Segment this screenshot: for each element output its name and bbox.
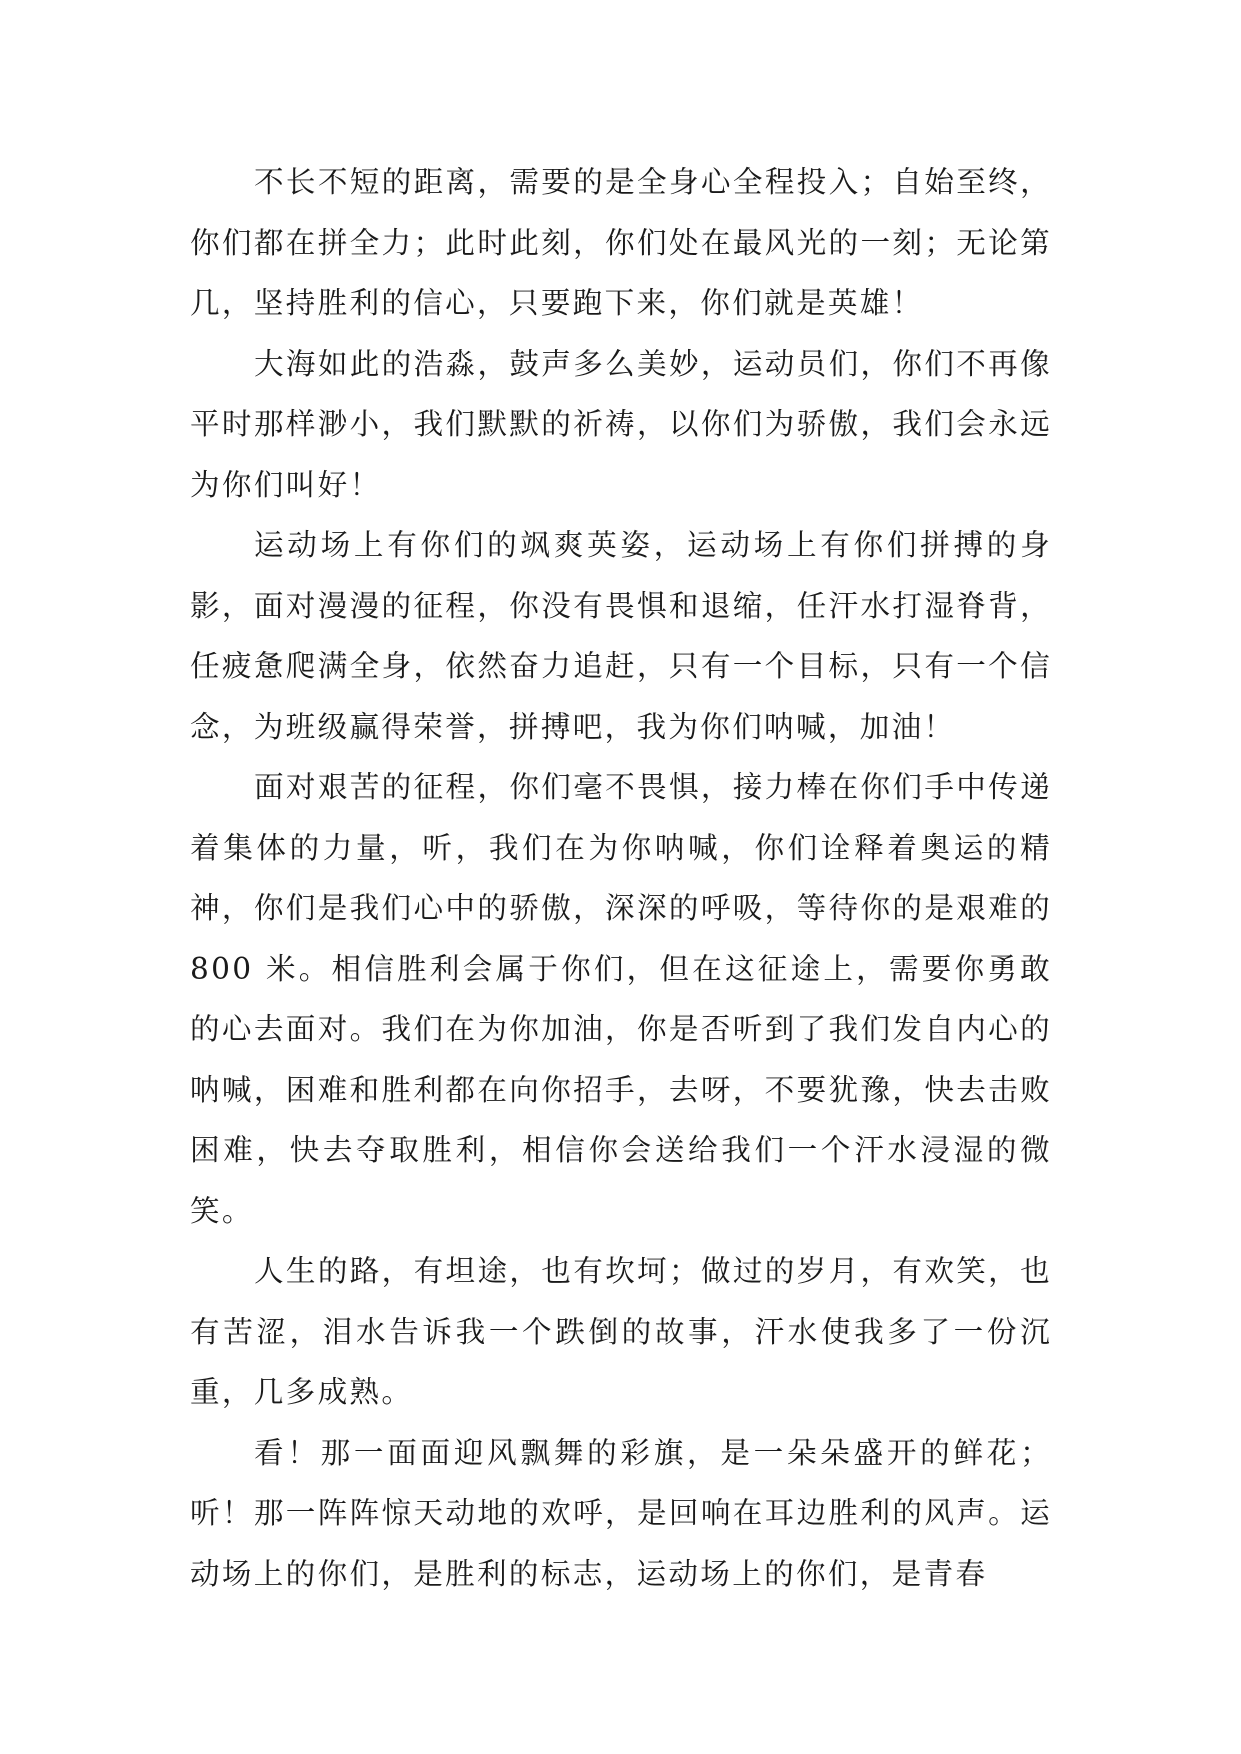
paragraph-3: 运动场上有你们的飒爽英姿，运动场上有你们拼搏的身影，面对漫漫的征程，你没有畏惧和退缩，任汗水打湿脊背，任疲惫爬满全身，依然奋力追赶，只有一个目标，只有一个信念，为班级赢得荣誉，拼搏吧，我为你们呐喊，加油！ [190,528,1052,744]
paragraph-2: 大海如此的浩淼，鼓声多么美妙，运动员们，你们不再像平时那样渺小，我们默默的祈祷，以你们为骄傲，我们会永远为你们叫好！ [190,346,1052,502]
paragraph-1: 不长不短的距离，需要的是全身心全程投入；自始至终，你们都在拼全力；此时此刻，你们处在最风光的一刻；无论第几，坚持胜利的信心，只要跑下来，你们就是英雄！ [190,165,1052,320]
paragraph-5: 人生的路，有坦途，也有坎坷；做过的岁月，有欢笑，也有苦涩，泪水告诉我一个跌倒的故事，汗水使我多了一份沉重，几多成熟。 [190,1254,1052,1409]
body-text [190,152,1052,1604]
paragraph-6: 看！那一面面迎风飘舞的彩旗，是一朵朵盛开的鲜花；听！那一阵阵惊天动地的欢呼，是回响在耳边胜利的风声。运动场上的你们，是胜利的标志，运动场上的你们，是青春 [190,1435,1052,1591]
paragraph-4: 面对艰苦的征程，你们毫不畏惧，接力棒在你们手中传递着集体的力量，听，我们在为你呐喊，你们诠释着奥运的精神，你们是我们心中的骄傲，深深的呼吸，等待你的是艰难的 800 米。相信胜利会属于你们，但在这征途上，需要你勇敢的心去面对。我们在为你加油，你是否听到了我们发自内心的呐喊，困难和胜利都在向你招手，去呀，不要犹豫，快去击败困难，快去夺取胜利，相信你会送给我们一个汗水浸湿的微笑。 [190,770,1052,1228]
